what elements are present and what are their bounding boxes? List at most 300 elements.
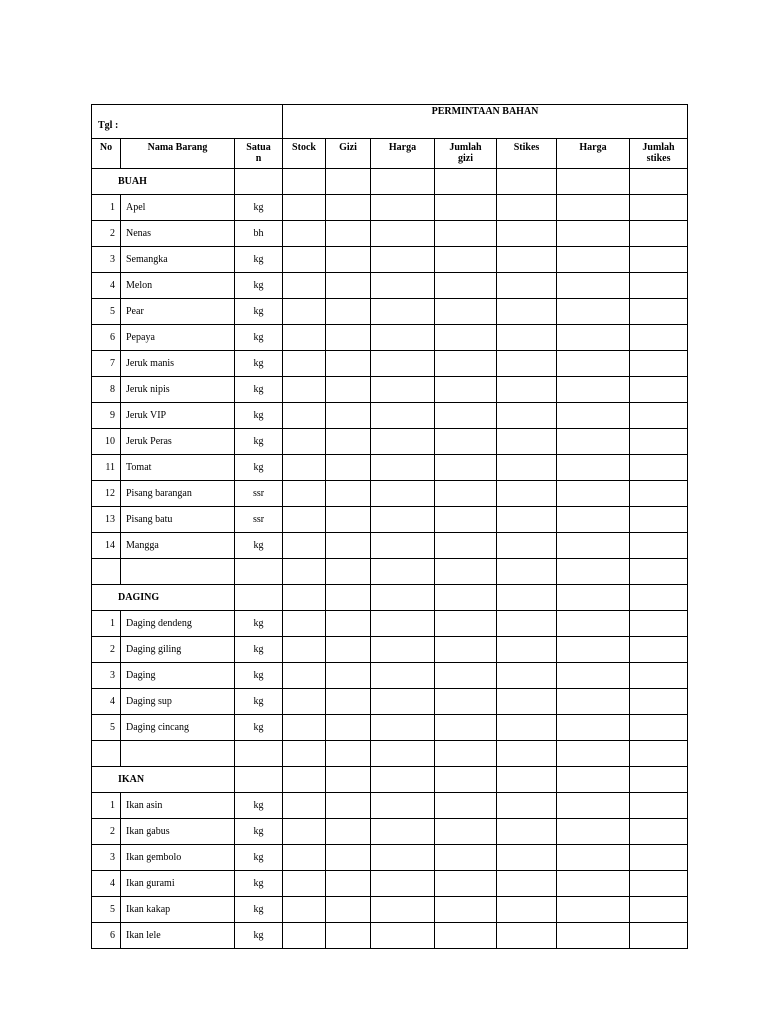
entry-cell[interactable] xyxy=(283,533,326,559)
entry-cell[interactable] xyxy=(283,845,326,871)
col-header-satuan-line1: Satua xyxy=(246,142,271,153)
entry-cell[interactable] xyxy=(371,169,435,195)
col-header-no: No xyxy=(92,139,121,169)
col-header-harga-gizi: Harga xyxy=(371,139,435,169)
entry-cell[interactable] xyxy=(326,585,371,611)
entry-cell[interactable] xyxy=(326,325,371,351)
item-number: 7 xyxy=(92,351,121,377)
entry-cell[interactable] xyxy=(435,845,497,871)
table-row xyxy=(92,195,688,221)
item-name: Ikan gembolo xyxy=(121,845,235,871)
item-number: 8 xyxy=(92,377,121,403)
entry-cell[interactable] xyxy=(371,403,435,429)
entry-cell[interactable] xyxy=(435,403,497,429)
entry-cell[interactable] xyxy=(557,351,630,377)
blank-cell[interactable] xyxy=(326,559,371,585)
entry-cell[interactable] xyxy=(497,273,557,299)
entry-cell[interactable] xyxy=(371,221,435,247)
entry-cell[interactable] xyxy=(497,533,557,559)
item-unit: kg xyxy=(235,689,283,715)
entry-cell[interactable] xyxy=(630,273,688,299)
entry-cell[interactable] xyxy=(435,923,497,949)
table-row xyxy=(92,923,688,949)
entry-cell[interactable] xyxy=(630,403,688,429)
table-row xyxy=(92,793,688,819)
entry-cell[interactable] xyxy=(497,897,557,923)
entry-cell[interactable] xyxy=(283,247,326,273)
item-unit: bh xyxy=(235,221,283,247)
entry-cell[interactable] xyxy=(497,377,557,403)
entry-cell[interactable] xyxy=(557,793,630,819)
entry-cell[interactable] xyxy=(630,897,688,923)
entry-cell[interactable] xyxy=(371,793,435,819)
entry-cell[interactable] xyxy=(371,767,435,793)
item-name: Daging giling xyxy=(121,637,235,663)
entry-cell[interactable] xyxy=(326,715,371,741)
entry-cell[interactable] xyxy=(326,351,371,377)
entry-cell[interactable] xyxy=(557,507,630,533)
entry-cell[interactable] xyxy=(630,793,688,819)
entry-cell[interactable] xyxy=(497,923,557,949)
entry-cell[interactable] xyxy=(630,611,688,637)
entry-cell[interactable] xyxy=(283,221,326,247)
entry-cell[interactable] xyxy=(497,715,557,741)
entry-cell[interactable] xyxy=(497,611,557,637)
entry-cell[interactable] xyxy=(497,481,557,507)
table-row xyxy=(92,533,688,559)
item-unit: kg xyxy=(235,611,283,637)
entry-cell[interactable] xyxy=(326,169,371,195)
entry-cell[interactable] xyxy=(326,793,371,819)
entry-cell[interactable] xyxy=(371,611,435,637)
entry-cell[interactable] xyxy=(630,533,688,559)
item-unit: ssr xyxy=(235,481,283,507)
entry-cell[interactable] xyxy=(283,169,326,195)
entry-cell[interactable] xyxy=(557,637,630,663)
entry-cell[interactable] xyxy=(557,845,630,871)
entry-cell[interactable] xyxy=(630,429,688,455)
entry-cell[interactable] xyxy=(283,689,326,715)
entry-cell[interactable] xyxy=(326,533,371,559)
item-name: Daging sup xyxy=(121,689,235,715)
entry-cell[interactable] xyxy=(326,481,371,507)
entry-cell[interactable] xyxy=(326,767,371,793)
item-number: 12 xyxy=(92,481,121,507)
blank-cell[interactable] xyxy=(630,741,688,767)
entry-cell[interactable] xyxy=(630,351,688,377)
entry-cell[interactable] xyxy=(557,247,630,273)
entry-cell[interactable] xyxy=(371,507,435,533)
entry-cell[interactable] xyxy=(630,299,688,325)
entry-cell[interactable] xyxy=(435,533,497,559)
entry-cell[interactable] xyxy=(630,871,688,897)
col-header-jumlah-gizi xyxy=(435,139,497,169)
entry-cell[interactable] xyxy=(371,845,435,871)
entry-cell[interactable] xyxy=(557,299,630,325)
section-title: DAGING xyxy=(92,585,235,611)
col-header-satuan xyxy=(235,139,283,169)
entry-cell[interactable] xyxy=(283,507,326,533)
entry-cell[interactable] xyxy=(326,195,371,221)
blank-cell[interactable] xyxy=(283,559,326,585)
entry-cell[interactable] xyxy=(630,923,688,949)
entry-cell[interactable] xyxy=(497,247,557,273)
entry-cell[interactable] xyxy=(326,455,371,481)
table-row xyxy=(92,689,688,715)
entry-cell[interactable] xyxy=(371,273,435,299)
entry-cell[interactable] xyxy=(435,247,497,273)
entry-cell[interactable] xyxy=(557,819,630,845)
entry-cell[interactable] xyxy=(497,845,557,871)
table-row xyxy=(92,845,688,871)
item-number: 2 xyxy=(92,221,121,247)
col-header-satuan-line2: n xyxy=(255,153,262,164)
entry-cell[interactable] xyxy=(497,429,557,455)
item-unit: kg xyxy=(235,637,283,663)
entry-cell[interactable] xyxy=(435,637,497,663)
entry-cell[interactable] xyxy=(630,663,688,689)
entry-cell[interactable] xyxy=(630,325,688,351)
entry-cell[interactable] xyxy=(557,611,630,637)
entry-cell[interactable] xyxy=(557,689,630,715)
entry-cell[interactable] xyxy=(435,195,497,221)
table-row xyxy=(92,663,688,689)
entry-cell[interactable] xyxy=(283,663,326,689)
unit-cell xyxy=(235,585,283,611)
unit-cell xyxy=(235,169,283,195)
item-unit: kg xyxy=(235,533,283,559)
entry-cell[interactable] xyxy=(371,819,435,845)
entry-cell[interactable] xyxy=(371,377,435,403)
entry-cell[interactable] xyxy=(557,169,630,195)
entry-cell[interactable] xyxy=(497,325,557,351)
entry-cell[interactable] xyxy=(371,585,435,611)
col-header-stikes: Stikes xyxy=(497,139,557,169)
entry-cell[interactable] xyxy=(557,871,630,897)
entry-cell[interactable] xyxy=(371,923,435,949)
item-name: Ikan asin xyxy=(121,793,235,819)
entry-cell[interactable] xyxy=(557,923,630,949)
entry-cell[interactable] xyxy=(435,455,497,481)
entry-cell[interactable] xyxy=(283,585,326,611)
item-name: Semangka xyxy=(121,247,235,273)
entry-cell[interactable] xyxy=(435,715,497,741)
entry-cell[interactable] xyxy=(326,897,371,923)
blank-row xyxy=(92,559,688,585)
entry-cell[interactable] xyxy=(326,247,371,273)
entry-cell[interactable] xyxy=(435,767,497,793)
item-name: Pear xyxy=(121,299,235,325)
entry-cell[interactable] xyxy=(557,273,630,299)
col-header-harga-stikes: Harga xyxy=(557,139,630,169)
entry-cell[interactable] xyxy=(283,403,326,429)
blank-cell[interactable] xyxy=(497,741,557,767)
entry-cell[interactable] xyxy=(435,169,497,195)
entry-cell[interactable] xyxy=(630,845,688,871)
table-row xyxy=(92,507,688,533)
entry-cell[interactable] xyxy=(435,897,497,923)
entry-cell[interactable] xyxy=(371,455,435,481)
entry-cell[interactable] xyxy=(557,897,630,923)
blank-cell[interactable] xyxy=(92,741,121,767)
entry-cell[interactable] xyxy=(435,611,497,637)
entry-cell[interactable] xyxy=(435,585,497,611)
entry-cell[interactable] xyxy=(497,689,557,715)
entry-cell[interactable] xyxy=(371,195,435,221)
item-number: 1 xyxy=(92,611,121,637)
table-row xyxy=(92,221,688,247)
blank-cell[interactable] xyxy=(557,559,630,585)
entry-cell[interactable] xyxy=(326,637,371,663)
item-number: 1 xyxy=(92,793,121,819)
entry-cell[interactable] xyxy=(371,689,435,715)
entry-cell[interactable] xyxy=(497,169,557,195)
blank-cell[interactable] xyxy=(497,559,557,585)
entry-cell[interactable] xyxy=(630,455,688,481)
entry-cell[interactable] xyxy=(326,923,371,949)
entry-cell[interactable] xyxy=(435,221,497,247)
table-row xyxy=(92,429,688,455)
entry-cell[interactable] xyxy=(326,299,371,325)
item-unit: kg xyxy=(235,819,283,845)
item-name: Pisang barangan xyxy=(121,481,235,507)
entry-cell[interactable] xyxy=(283,299,326,325)
entry-cell[interactable] xyxy=(630,169,688,195)
entry-cell[interactable] xyxy=(497,871,557,897)
entry-cell[interactable] xyxy=(283,429,326,455)
blank-cell[interactable] xyxy=(92,559,121,585)
entry-cell[interactable] xyxy=(435,429,497,455)
entry-cell[interactable] xyxy=(435,871,497,897)
entry-cell[interactable] xyxy=(557,221,630,247)
entry-cell[interactable] xyxy=(371,871,435,897)
entry-cell[interactable] xyxy=(326,221,371,247)
entry-cell[interactable] xyxy=(497,663,557,689)
entry-cell[interactable] xyxy=(630,689,688,715)
entry-cell[interactable] xyxy=(326,403,371,429)
entry-cell[interactable] xyxy=(557,767,630,793)
item-number: 4 xyxy=(92,871,121,897)
item-number: 1 xyxy=(92,195,121,221)
item-name: Apel xyxy=(121,195,235,221)
col-header-jumlah-gizi-line2: gizi xyxy=(458,153,473,164)
entry-cell[interactable] xyxy=(283,767,326,793)
item-unit: kg xyxy=(235,377,283,403)
entry-cell[interactable] xyxy=(371,325,435,351)
entry-cell[interactable] xyxy=(497,195,557,221)
entry-cell[interactable] xyxy=(371,715,435,741)
entry-cell[interactable] xyxy=(371,897,435,923)
date-label: Tgl : xyxy=(92,105,283,139)
entry-cell[interactable] xyxy=(557,325,630,351)
item-number: 5 xyxy=(92,715,121,741)
entry-cell[interactable] xyxy=(371,533,435,559)
entry-cell[interactable] xyxy=(497,403,557,429)
item-name: Tomat xyxy=(121,455,235,481)
item-unit: kg xyxy=(235,793,283,819)
item-unit: kg xyxy=(235,897,283,923)
entry-cell[interactable] xyxy=(435,351,497,377)
item-number: 4 xyxy=(92,273,121,299)
entry-cell[interactable] xyxy=(435,325,497,351)
table-row xyxy=(92,455,688,481)
entry-cell[interactable] xyxy=(630,819,688,845)
item-name: Pepaya xyxy=(121,325,235,351)
item-number: 2 xyxy=(92,637,121,663)
entry-cell[interactable] xyxy=(630,195,688,221)
form-title: PERMINTAAN BAHAN xyxy=(283,105,688,139)
entry-cell[interactable] xyxy=(283,637,326,663)
entry-cell[interactable] xyxy=(497,793,557,819)
entry-cell[interactable] xyxy=(371,663,435,689)
item-name: Melon xyxy=(121,273,235,299)
entry-cell[interactable] xyxy=(557,429,630,455)
entry-cell[interactable] xyxy=(326,429,371,455)
entry-cell[interactable] xyxy=(497,507,557,533)
entry-cell[interactable] xyxy=(283,481,326,507)
blank-cell[interactable] xyxy=(371,559,435,585)
entry-cell[interactable] xyxy=(283,871,326,897)
entry-cell[interactable] xyxy=(630,585,688,611)
entry-cell[interactable] xyxy=(630,221,688,247)
item-number: 2 xyxy=(92,819,121,845)
table-row xyxy=(92,715,688,741)
entry-cell[interactable] xyxy=(326,819,371,845)
entry-cell[interactable] xyxy=(283,325,326,351)
entry-cell[interactable] xyxy=(435,819,497,845)
entry-cell[interactable] xyxy=(435,273,497,299)
blank-cell[interactable] xyxy=(435,559,497,585)
entry-cell[interactable] xyxy=(497,221,557,247)
item-unit: kg xyxy=(235,195,283,221)
entry-cell[interactable] xyxy=(283,897,326,923)
section-title: BUAH xyxy=(92,169,235,195)
table-row xyxy=(92,611,688,637)
entry-cell[interactable] xyxy=(497,637,557,663)
blank-cell[interactable] xyxy=(235,559,283,585)
entry-cell[interactable] xyxy=(497,585,557,611)
table-row xyxy=(92,377,688,403)
entry-cell[interactable] xyxy=(497,767,557,793)
item-number: 3 xyxy=(92,247,121,273)
blank-cell[interactable] xyxy=(371,741,435,767)
entry-cell[interactable] xyxy=(630,715,688,741)
entry-cell[interactable] xyxy=(326,689,371,715)
blank-cell[interactable] xyxy=(121,559,235,585)
entry-cell[interactable] xyxy=(630,767,688,793)
entry-cell[interactable] xyxy=(371,299,435,325)
entry-cell[interactable] xyxy=(371,429,435,455)
entry-cell[interactable] xyxy=(630,377,688,403)
entry-cell[interactable] xyxy=(283,377,326,403)
item-unit: kg xyxy=(235,845,283,871)
item-name: Jeruk manis xyxy=(121,351,235,377)
entry-cell[interactable] xyxy=(283,455,326,481)
entry-cell[interactable] xyxy=(283,351,326,377)
blank-cell[interactable] xyxy=(630,559,688,585)
item-number: 5 xyxy=(92,299,121,325)
blank-cell[interactable] xyxy=(283,741,326,767)
entry-cell[interactable] xyxy=(497,351,557,377)
entry-cell[interactable] xyxy=(435,663,497,689)
blank-cell[interactable] xyxy=(326,741,371,767)
item-name: Jeruk Peras xyxy=(121,429,235,455)
unit-cell xyxy=(235,767,283,793)
entry-cell[interactable] xyxy=(497,299,557,325)
item-name: Daging xyxy=(121,663,235,689)
entry-cell[interactable] xyxy=(557,715,630,741)
entry-cell[interactable] xyxy=(326,273,371,299)
blank-cell[interactable] xyxy=(435,741,497,767)
entry-cell[interactable] xyxy=(326,871,371,897)
permintaan-bahan-table xyxy=(91,104,688,949)
entry-cell[interactable] xyxy=(283,793,326,819)
entry-cell[interactable] xyxy=(283,819,326,845)
entry-cell[interactable] xyxy=(630,507,688,533)
entry-cell[interactable] xyxy=(283,611,326,637)
entry-cell[interactable] xyxy=(497,819,557,845)
entry-cell[interactable] xyxy=(497,455,557,481)
entry-cell[interactable] xyxy=(557,585,630,611)
entry-cell[interactable] xyxy=(557,377,630,403)
item-number: 11 xyxy=(92,455,121,481)
entry-cell[interactable] xyxy=(326,663,371,689)
entry-cell[interactable] xyxy=(326,507,371,533)
entry-cell[interactable] xyxy=(557,195,630,221)
entry-cell[interactable] xyxy=(557,533,630,559)
entry-cell[interactable] xyxy=(371,351,435,377)
blank-cell[interactable] xyxy=(235,741,283,767)
entry-cell[interactable] xyxy=(630,247,688,273)
entry-cell[interactable] xyxy=(557,481,630,507)
blank-cell[interactable] xyxy=(121,741,235,767)
entry-cell[interactable] xyxy=(435,689,497,715)
entry-cell[interactable] xyxy=(435,377,497,403)
entry-cell[interactable] xyxy=(557,455,630,481)
blank-cell[interactable] xyxy=(557,741,630,767)
blank-row xyxy=(92,741,688,767)
entry-cell[interactable] xyxy=(371,637,435,663)
entry-cell[interactable] xyxy=(435,481,497,507)
entry-cell[interactable] xyxy=(557,403,630,429)
entry-cell[interactable] xyxy=(283,715,326,741)
item-number: 5 xyxy=(92,897,121,923)
entry-cell[interactable] xyxy=(435,299,497,325)
item-name: Ikan kakap xyxy=(121,897,235,923)
item-unit: kg xyxy=(235,923,283,949)
table-row xyxy=(92,299,688,325)
entry-cell[interactable] xyxy=(630,637,688,663)
entry-cell[interactable] xyxy=(435,793,497,819)
item-name: Ikan gurami xyxy=(121,871,235,897)
entry-cell[interactable] xyxy=(371,481,435,507)
table-row xyxy=(92,351,688,377)
entry-cell[interactable] xyxy=(326,377,371,403)
entry-cell[interactable] xyxy=(283,273,326,299)
col-header-jumlah-stikes xyxy=(630,139,688,169)
entry-cell[interactable] xyxy=(435,507,497,533)
item-number: 6 xyxy=(92,923,121,949)
entry-cell[interactable] xyxy=(326,845,371,871)
entry-cell[interactable] xyxy=(283,195,326,221)
entry-cell[interactable] xyxy=(630,481,688,507)
entry-cell[interactable] xyxy=(371,247,435,273)
item-unit: ssr xyxy=(235,507,283,533)
entry-cell[interactable] xyxy=(283,923,326,949)
entry-cell[interactable] xyxy=(557,663,630,689)
entry-cell[interactable] xyxy=(326,611,371,637)
table-row xyxy=(92,247,688,273)
